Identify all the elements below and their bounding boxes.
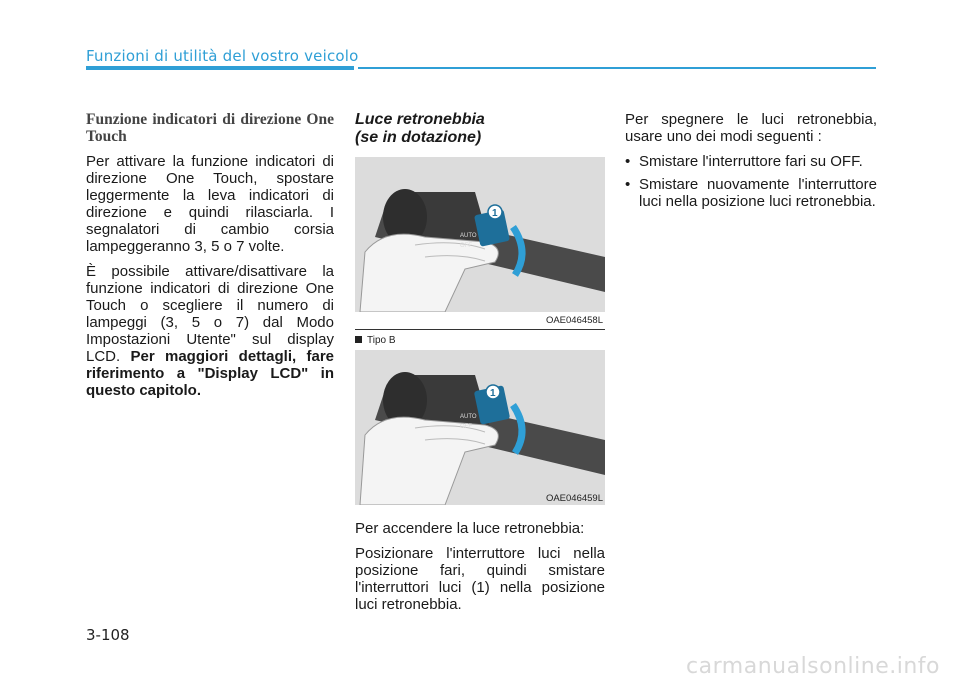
- header-rule-thick: [86, 66, 354, 70]
- switch-auto-label-a: AUTO: [460, 233, 477, 239]
- figure-image-a: [355, 157, 605, 312]
- figure-image-b: [355, 350, 605, 505]
- callout-number-a: 1: [492, 208, 498, 219]
- paragraph-one-touch-activate: Per attivare la funzione indicatori di direzione One Touch, spostare leggermente la leva indicatori di direzione e quindi rilasciarla. I segnalatori di cambio corsia lampeggeranno 3, 5 o 7 volte.: [86, 153, 334, 255]
- figure-code-a: OAE046458L: [545, 315, 603, 326]
- list-item: • Smistare l'interruttore fari su OFF.: [625, 153, 877, 170]
- square-bullet-icon: [355, 336, 362, 343]
- list-item: • Smistare nuovamente l'interruttore luci nella posizione luci retronebbia.: [625, 176, 877, 210]
- figure-code-b: OAE046459L: [545, 493, 603, 504]
- section-heading-fog-light: [355, 111, 605, 147]
- section-heading-one-touch: Funzione indicatori di direzione One Touch: [86, 111, 334, 145]
- header-rule-thin: [358, 67, 876, 69]
- light-switch-illustration-a: [355, 157, 605, 312]
- switch-auto-label-b: AUTO: [460, 414, 477, 420]
- figure-divider-a: [355, 329, 605, 330]
- reference-note: Per maggiori dettagli, fare riferimento a "Display LCD" in questo capitolo.: [86, 348, 335, 399]
- figure-label-b: [355, 335, 396, 346]
- paragraph-fog-on-intro: Per accendere la luce retronebbia:: [355, 520, 585, 537]
- watermark: carmanualsonline.info: [686, 654, 940, 679]
- column-2: [355, 111, 605, 161]
- fog-off-list: [625, 153, 877, 210]
- paragraph-fog-on-steps: Posizionare l'interruttore luci nella posizione fari, quindi smistare l'interruttori luci (1) nella posizione luci retronebbia.: [355, 545, 605, 613]
- figure-type-a: [355, 155, 605, 333]
- header-title: Funzioni di utilità del vostro veicolo: [86, 47, 359, 65]
- switch-off-label-b: OFF: [460, 424, 472, 430]
- heading-line-1: Luce retronebbia: [355, 111, 485, 128]
- callout-number-b: 1: [490, 388, 496, 399]
- column-1: [86, 111, 334, 407]
- paragraph-fog-off-intro: Per spegnere le luci retronebbia, usare uno dei modi seguenti :: [625, 111, 877, 145]
- heading-line-2: (se in dotazione): [355, 129, 482, 146]
- column-2-lower: [355, 520, 605, 621]
- figure-type-b: [355, 333, 605, 509]
- settings-text: È possibile attivare/disattivare la funzione indicatori di direzione One Touch o scegliere il numero di lampeggi (3, 5 o 7) dal Modo Impostazioni Utente" sul display LCD.: [86, 263, 334, 365]
- switch-off-label-a: OFF: [460, 243, 472, 249]
- page-number: 3-108: [86, 626, 130, 644]
- light-switch-illustration-b: [355, 350, 605, 505]
- column-3: [625, 111, 877, 216]
- figure-label-b-text: Tipo B: [367, 335, 396, 346]
- paragraph-one-touch-settings: [86, 263, 334, 399]
